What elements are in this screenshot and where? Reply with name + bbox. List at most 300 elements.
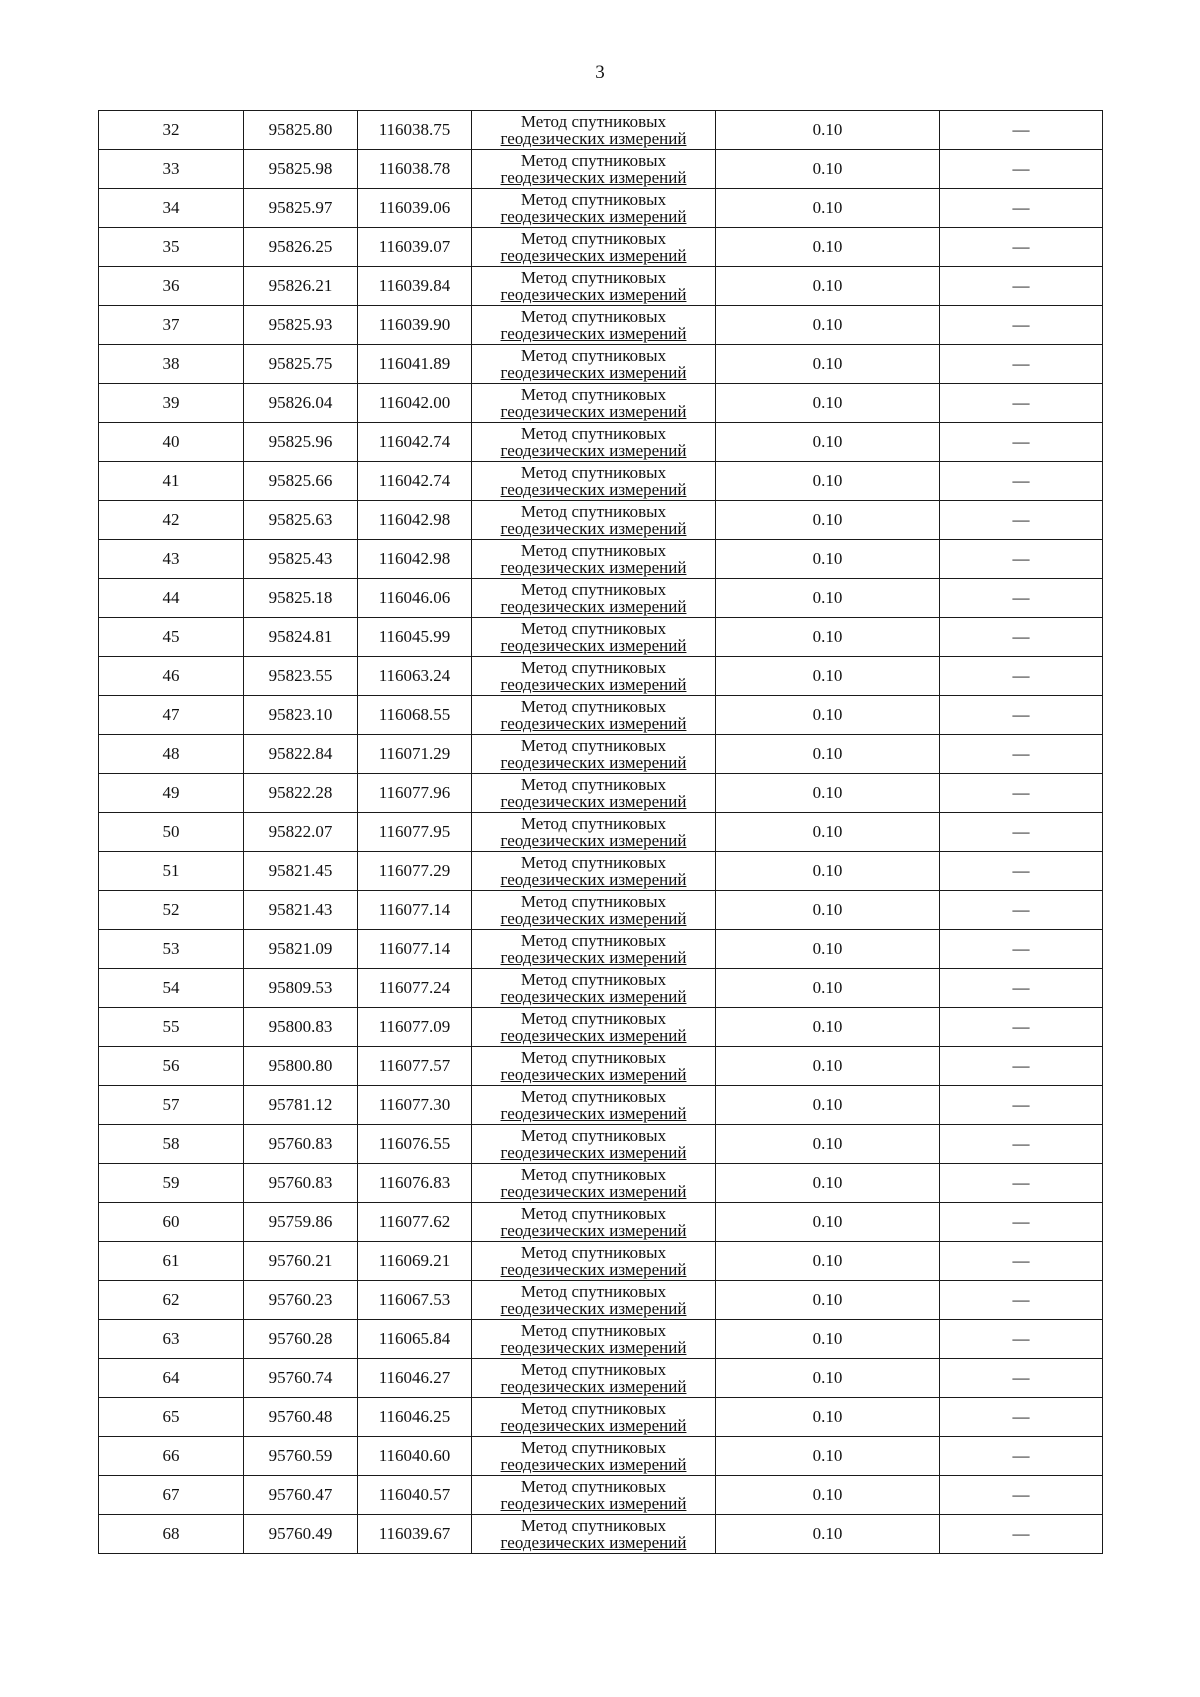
x-coordinate-cell: 95760.28 xyxy=(244,1320,358,1359)
description-cell: — xyxy=(940,462,1103,501)
method-line-1: Метод спутниковых xyxy=(520,463,667,482)
method-line-1: Метод спутниковых xyxy=(520,1321,667,1340)
table-row xyxy=(99,423,1103,462)
table-row xyxy=(99,540,1103,579)
method-cell xyxy=(472,1320,716,1359)
x-coordinate-cell: 95821.09 xyxy=(244,930,358,969)
point-number-cell: 67 xyxy=(99,1476,244,1515)
point-number-cell: 34 xyxy=(99,189,244,228)
x-coordinate-cell: 95825.18 xyxy=(244,579,358,618)
method-line-2: геодезических измерений xyxy=(500,870,687,889)
method-line-1: Метод спутниковых xyxy=(520,1438,667,1457)
method-cell xyxy=(472,1008,716,1047)
accuracy-cell: 0.10 xyxy=(716,1242,940,1281)
description-cell: — xyxy=(940,735,1103,774)
y-coordinate-cell: 116068.55 xyxy=(358,696,472,735)
accuracy-cell: 0.10 xyxy=(716,501,940,540)
table-row xyxy=(99,891,1103,930)
method-line-1: Метод спутниковых xyxy=(520,1282,667,1301)
description-cell: — xyxy=(940,891,1103,930)
point-number-cell: 47 xyxy=(99,696,244,735)
table-row xyxy=(99,1437,1103,1476)
y-coordinate-cell: 116042.00 xyxy=(358,384,472,423)
point-number-cell: 66 xyxy=(99,1437,244,1476)
method-cell xyxy=(472,1398,716,1437)
accuracy-cell: 0.10 xyxy=(716,267,940,306)
method-cell xyxy=(472,462,716,501)
description-cell: — xyxy=(940,696,1103,735)
method-cell xyxy=(472,111,716,150)
x-coordinate-cell: 95760.74 xyxy=(244,1359,358,1398)
y-coordinate-cell: 116069.21 xyxy=(358,1242,472,1281)
table-row xyxy=(99,969,1103,1008)
x-coordinate-cell: 95822.84 xyxy=(244,735,358,774)
description-cell: — xyxy=(940,384,1103,423)
accuracy-cell: 0.10 xyxy=(716,384,940,423)
method-cell xyxy=(472,969,716,1008)
accuracy-cell: 0.10 xyxy=(716,111,940,150)
y-coordinate-cell: 116038.75 xyxy=(358,111,472,150)
method-cell xyxy=(472,1164,716,1203)
accuracy-cell: 0.10 xyxy=(716,618,940,657)
method-line-2: геодезических измерений xyxy=(500,1260,687,1279)
method-line-2: геодезических измерений xyxy=(500,1182,687,1201)
point-number-cell: 46 xyxy=(99,657,244,696)
y-coordinate-cell: 116076.83 xyxy=(358,1164,472,1203)
x-coordinate-cell: 95825.98 xyxy=(244,150,358,189)
table-row xyxy=(99,618,1103,657)
description-cell: — xyxy=(940,1164,1103,1203)
y-coordinate-cell: 116077.96 xyxy=(358,774,472,813)
method-line-1: Метод спутниковых xyxy=(520,385,667,404)
y-coordinate-cell: 116039.07 xyxy=(358,228,472,267)
method-cell xyxy=(472,657,716,696)
accuracy-cell: 0.10 xyxy=(716,1164,940,1203)
description-cell: — xyxy=(940,1125,1103,1164)
x-coordinate-cell: 95800.83 xyxy=(244,1008,358,1047)
description-cell: — xyxy=(940,852,1103,891)
y-coordinate-cell: 116046.25 xyxy=(358,1398,472,1437)
method-line-1: Метод спутниковых xyxy=(520,775,667,794)
point-number-cell: 63 xyxy=(99,1320,244,1359)
accuracy-cell: 0.10 xyxy=(716,1359,940,1398)
method-cell xyxy=(472,150,716,189)
coordinates-table xyxy=(98,110,1103,1554)
table-row xyxy=(99,1047,1103,1086)
table-row xyxy=(99,774,1103,813)
description-cell: — xyxy=(940,1281,1103,1320)
accuracy-cell: 0.10 xyxy=(716,462,940,501)
point-number-cell: 38 xyxy=(99,345,244,384)
description-cell: — xyxy=(940,111,1103,150)
accuracy-cell: 0.10 xyxy=(716,774,940,813)
method-line-2: геодезических измерений xyxy=(500,558,687,577)
accuracy-cell: 0.10 xyxy=(716,1437,940,1476)
method-cell xyxy=(472,1125,716,1164)
coordinates-table-body xyxy=(99,111,1103,1554)
method-line-1: Метод спутниковых xyxy=(520,541,667,560)
accuracy-cell: 0.10 xyxy=(716,150,940,189)
method-line-2: геодезических измерений xyxy=(500,831,687,850)
x-coordinate-cell: 95821.43 xyxy=(244,891,358,930)
method-line-1: Метод спутниковых xyxy=(520,190,667,209)
x-coordinate-cell: 95825.43 xyxy=(244,540,358,579)
accuracy-cell: 0.10 xyxy=(716,852,940,891)
x-coordinate-cell: 95826.25 xyxy=(244,228,358,267)
method-line-1: Метод спутниковых xyxy=(520,580,667,599)
description-cell: — xyxy=(940,189,1103,228)
method-line-1: Метод спутниковых xyxy=(520,892,667,911)
y-coordinate-cell: 116042.74 xyxy=(358,423,472,462)
table-row xyxy=(99,111,1103,150)
point-number-cell: 54 xyxy=(99,969,244,1008)
accuracy-cell: 0.10 xyxy=(716,1320,940,1359)
method-line-1: Метод спутниковых xyxy=(520,502,667,521)
table-row xyxy=(99,930,1103,969)
accuracy-cell: 0.10 xyxy=(716,1047,940,1086)
y-coordinate-cell: 116045.99 xyxy=(358,618,472,657)
y-coordinate-cell: 116077.24 xyxy=(358,969,472,1008)
method-cell xyxy=(472,891,716,930)
description-cell: — xyxy=(940,618,1103,657)
description-cell: — xyxy=(940,1320,1103,1359)
description-cell: — xyxy=(940,1359,1103,1398)
point-number-cell: 59 xyxy=(99,1164,244,1203)
method-cell xyxy=(472,501,716,540)
table-row xyxy=(99,1242,1103,1281)
method-cell xyxy=(472,1437,716,1476)
method-line-2: геодезических измерений xyxy=(500,1494,687,1513)
method-line-1: Метод спутниковых xyxy=(520,814,667,833)
method-cell xyxy=(472,1359,716,1398)
x-coordinate-cell: 95825.63 xyxy=(244,501,358,540)
accuracy-cell: 0.10 xyxy=(716,579,940,618)
accuracy-cell: 0.10 xyxy=(716,1203,940,1242)
accuracy-cell: 0.10 xyxy=(716,1086,940,1125)
method-line-1: Метод спутниковых xyxy=(520,1399,667,1418)
description-cell: — xyxy=(940,306,1103,345)
method-line-1: Метод спутниковых xyxy=(520,307,667,326)
point-number-cell: 62 xyxy=(99,1281,244,1320)
accuracy-cell: 0.10 xyxy=(716,1008,940,1047)
table-row xyxy=(99,501,1103,540)
table-row xyxy=(99,1008,1103,1047)
method-cell xyxy=(472,228,716,267)
table-row xyxy=(99,1086,1103,1125)
method-cell xyxy=(472,930,716,969)
y-coordinate-cell: 116077.09 xyxy=(358,1008,472,1047)
point-number-cell: 44 xyxy=(99,579,244,618)
point-number-cell: 41 xyxy=(99,462,244,501)
x-coordinate-cell: 95825.80 xyxy=(244,111,358,150)
method-line-2: геодезических измерений xyxy=(500,519,687,538)
method-cell xyxy=(472,852,716,891)
method-cell xyxy=(472,267,716,306)
description-cell: — xyxy=(940,1047,1103,1086)
y-coordinate-cell: 116046.06 xyxy=(358,579,472,618)
x-coordinate-cell: 95825.97 xyxy=(244,189,358,228)
accuracy-cell: 0.10 xyxy=(716,1476,940,1515)
y-coordinate-cell: 116077.14 xyxy=(358,930,472,969)
table-row xyxy=(99,1281,1103,1320)
y-coordinate-cell: 116040.60 xyxy=(358,1437,472,1476)
point-number-cell: 65 xyxy=(99,1398,244,1437)
y-coordinate-cell: 116065.84 xyxy=(358,1320,472,1359)
x-coordinate-cell: 95823.55 xyxy=(244,657,358,696)
method-line-1: Метод спутниковых xyxy=(520,229,667,248)
x-coordinate-cell: 95809.53 xyxy=(244,969,358,1008)
method-line-1: Метод спутниковых xyxy=(520,1048,667,1067)
description-cell: — xyxy=(940,1398,1103,1437)
table-row xyxy=(99,384,1103,423)
method-cell xyxy=(472,384,716,423)
x-coordinate-cell: 95760.48 xyxy=(244,1398,358,1437)
accuracy-cell: 0.10 xyxy=(716,735,940,774)
description-cell: — xyxy=(940,1515,1103,1554)
accuracy-cell: 0.10 xyxy=(716,423,940,462)
method-line-2: геодезических измерений xyxy=(500,1416,687,1435)
point-number-cell: 57 xyxy=(99,1086,244,1125)
method-cell xyxy=(472,540,716,579)
method-line-2: геодезических измерений xyxy=(500,363,687,382)
method-cell xyxy=(472,696,716,735)
method-cell xyxy=(472,774,716,813)
accuracy-cell: 0.10 xyxy=(716,930,940,969)
point-number-cell: 36 xyxy=(99,267,244,306)
point-number-cell: 64 xyxy=(99,1359,244,1398)
method-line-1: Метод спутниковых xyxy=(520,346,667,365)
table-row xyxy=(99,462,1103,501)
x-coordinate-cell: 95760.49 xyxy=(244,1515,358,1554)
y-coordinate-cell: 116042.98 xyxy=(358,540,472,579)
table-row xyxy=(99,1125,1103,1164)
accuracy-cell: 0.10 xyxy=(716,540,940,579)
description-cell: — xyxy=(940,813,1103,852)
method-line-1: Метод спутниковых xyxy=(520,1087,667,1106)
y-coordinate-cell: 116077.14 xyxy=(358,891,472,930)
method-cell xyxy=(472,1515,716,1554)
method-line-2: геодезических измерений xyxy=(500,1065,687,1084)
point-number-cell: 39 xyxy=(99,384,244,423)
x-coordinate-cell: 95826.21 xyxy=(244,267,358,306)
description-cell: — xyxy=(940,540,1103,579)
description-cell: — xyxy=(940,1008,1103,1047)
description-cell: — xyxy=(940,657,1103,696)
method-cell xyxy=(472,306,716,345)
description-cell: — xyxy=(940,969,1103,1008)
x-coordinate-cell: 95825.66 xyxy=(244,462,358,501)
table-row xyxy=(99,150,1103,189)
point-number-cell: 61 xyxy=(99,1242,244,1281)
y-coordinate-cell: 116063.24 xyxy=(358,657,472,696)
method-line-2: геодезических измерений xyxy=(500,636,687,655)
x-coordinate-cell: 95823.10 xyxy=(244,696,358,735)
table-row xyxy=(99,852,1103,891)
x-coordinate-cell: 95822.28 xyxy=(244,774,358,813)
table-row xyxy=(99,1359,1103,1398)
description-cell: — xyxy=(940,423,1103,462)
table-row xyxy=(99,1476,1103,1515)
x-coordinate-cell: 95760.47 xyxy=(244,1476,358,1515)
point-number-cell: 55 xyxy=(99,1008,244,1047)
point-number-cell: 37 xyxy=(99,306,244,345)
method-line-2: геодезических измерений xyxy=(500,207,687,226)
y-coordinate-cell: 116077.30 xyxy=(358,1086,472,1125)
method-cell xyxy=(472,1047,716,1086)
table-row xyxy=(99,228,1103,267)
method-line-1: Метод спутниковых xyxy=(520,931,667,950)
table-row xyxy=(99,306,1103,345)
method-line-1: Метод спутниковых xyxy=(520,1516,667,1535)
method-cell xyxy=(472,1281,716,1320)
y-coordinate-cell: 116039.84 xyxy=(358,267,472,306)
point-number-cell: 60 xyxy=(99,1203,244,1242)
description-cell: — xyxy=(940,1476,1103,1515)
y-coordinate-cell: 116041.89 xyxy=(358,345,472,384)
method-cell xyxy=(472,1476,716,1515)
method-cell xyxy=(472,618,716,657)
method-line-1: Метод спутниковых xyxy=(520,697,667,716)
description-cell: — xyxy=(940,930,1103,969)
point-number-cell: 42 xyxy=(99,501,244,540)
y-coordinate-cell: 116077.29 xyxy=(358,852,472,891)
point-number-cell: 68 xyxy=(99,1515,244,1554)
y-coordinate-cell: 116067.53 xyxy=(358,1281,472,1320)
description-cell: — xyxy=(940,579,1103,618)
table-row xyxy=(99,1320,1103,1359)
description-cell: — xyxy=(940,1437,1103,1476)
x-coordinate-cell: 95822.07 xyxy=(244,813,358,852)
accuracy-cell: 0.10 xyxy=(716,696,940,735)
point-number-cell: 45 xyxy=(99,618,244,657)
description-cell: — xyxy=(940,228,1103,267)
method-line-2: геодезических измерений xyxy=(500,1143,687,1162)
point-number-cell: 53 xyxy=(99,930,244,969)
method-line-2: геодезических измерений xyxy=(500,792,687,811)
method-line-1: Метод спутниковых xyxy=(520,1243,667,1262)
method-line-2: геодезических измерений xyxy=(500,324,687,343)
method-line-2: геодезических измерений xyxy=(500,1533,687,1552)
method-line-1: Метод спутниковых xyxy=(520,1126,667,1145)
point-number-cell: 43 xyxy=(99,540,244,579)
method-line-1: Метод спутниковых xyxy=(520,268,667,287)
x-coordinate-cell: 95760.83 xyxy=(244,1164,358,1203)
description-cell: — xyxy=(940,345,1103,384)
x-coordinate-cell: 95760.83 xyxy=(244,1125,358,1164)
point-number-cell: 49 xyxy=(99,774,244,813)
accuracy-cell: 0.10 xyxy=(716,1125,940,1164)
method-line-1: Метод спутниковых xyxy=(520,112,667,131)
point-number-cell: 33 xyxy=(99,150,244,189)
method-line-1: Метод спутниковых xyxy=(520,658,667,677)
method-cell xyxy=(472,813,716,852)
point-number-cell: 58 xyxy=(99,1125,244,1164)
y-coordinate-cell: 116040.57 xyxy=(358,1476,472,1515)
description-cell: — xyxy=(940,501,1103,540)
method-line-2: геодезических измерений xyxy=(500,1377,687,1396)
table-row xyxy=(99,345,1103,384)
x-coordinate-cell: 95760.59 xyxy=(244,1437,358,1476)
method-line-2: геодезических измерений xyxy=(500,129,687,148)
accuracy-cell: 0.10 xyxy=(716,189,940,228)
y-coordinate-cell: 116042.98 xyxy=(358,501,472,540)
method-cell xyxy=(472,189,716,228)
description-cell: — xyxy=(940,1242,1103,1281)
table-row xyxy=(99,1515,1103,1554)
method-line-2: геодезических измерений xyxy=(500,402,687,421)
method-line-2: геодезических измерений xyxy=(500,987,687,1006)
x-coordinate-cell: 95759.86 xyxy=(244,1203,358,1242)
point-number-cell: 40 xyxy=(99,423,244,462)
method-cell xyxy=(472,1086,716,1125)
y-coordinate-cell: 116077.95 xyxy=(358,813,472,852)
point-number-cell: 51 xyxy=(99,852,244,891)
point-number-cell: 35 xyxy=(99,228,244,267)
y-coordinate-cell: 116042.74 xyxy=(358,462,472,501)
method-line-1: Метод спутниковых xyxy=(520,1477,667,1496)
method-line-1: Метод спутниковых xyxy=(520,424,667,443)
method-line-1: Метод спутниковых xyxy=(520,1009,667,1028)
accuracy-cell: 0.10 xyxy=(716,306,940,345)
point-number-cell: 56 xyxy=(99,1047,244,1086)
y-coordinate-cell: 116038.78 xyxy=(358,150,472,189)
description-cell: — xyxy=(940,1086,1103,1125)
description-cell: — xyxy=(940,1203,1103,1242)
accuracy-cell: 0.10 xyxy=(716,228,940,267)
table-row xyxy=(99,189,1103,228)
method-cell xyxy=(472,579,716,618)
method-line-1: Метод спутниковых xyxy=(520,970,667,989)
accuracy-cell: 0.10 xyxy=(716,1515,940,1554)
accuracy-cell: 0.10 xyxy=(716,891,940,930)
x-coordinate-cell: 95824.81 xyxy=(244,618,358,657)
method-line-1: Метод спутниковых xyxy=(520,1360,667,1379)
accuracy-cell: 0.10 xyxy=(716,345,940,384)
description-cell: — xyxy=(940,774,1103,813)
method-cell xyxy=(472,1242,716,1281)
x-coordinate-cell: 95821.45 xyxy=(244,852,358,891)
y-coordinate-cell: 116077.57 xyxy=(358,1047,472,1086)
point-number-cell: 48 xyxy=(99,735,244,774)
table-row xyxy=(99,1203,1103,1242)
method-line-2: геодезических измерений xyxy=(500,714,687,733)
y-coordinate-cell: 116046.27 xyxy=(358,1359,472,1398)
method-line-2: геодезических измерений xyxy=(500,753,687,772)
method-line-2: геодезических измерений xyxy=(500,1299,687,1318)
table-row xyxy=(99,735,1103,774)
table-row xyxy=(99,579,1103,618)
description-cell: — xyxy=(940,150,1103,189)
accuracy-cell: 0.10 xyxy=(716,1398,940,1437)
method-line-2: геодезических измерений xyxy=(500,441,687,460)
method-line-1: Метод спутниковых xyxy=(520,151,667,170)
x-coordinate-cell: 95825.96 xyxy=(244,423,358,462)
table-row xyxy=(99,813,1103,852)
accuracy-cell: 0.10 xyxy=(716,657,940,696)
page-number: 3 xyxy=(595,62,605,83)
accuracy-cell: 0.10 xyxy=(716,1281,940,1320)
method-cell xyxy=(472,423,716,462)
table-row xyxy=(99,1164,1103,1203)
method-line-2: геодезических измерений xyxy=(500,597,687,616)
method-line-2: геодезических измерений xyxy=(500,168,687,187)
method-line-1: Метод спутниковых xyxy=(520,619,667,638)
y-coordinate-cell: 116039.90 xyxy=(358,306,472,345)
method-cell xyxy=(472,735,716,774)
x-coordinate-cell: 95800.80 xyxy=(244,1047,358,1086)
y-coordinate-cell: 116039.67 xyxy=(358,1515,472,1554)
method-line-2: геодезических измерений xyxy=(500,246,687,265)
